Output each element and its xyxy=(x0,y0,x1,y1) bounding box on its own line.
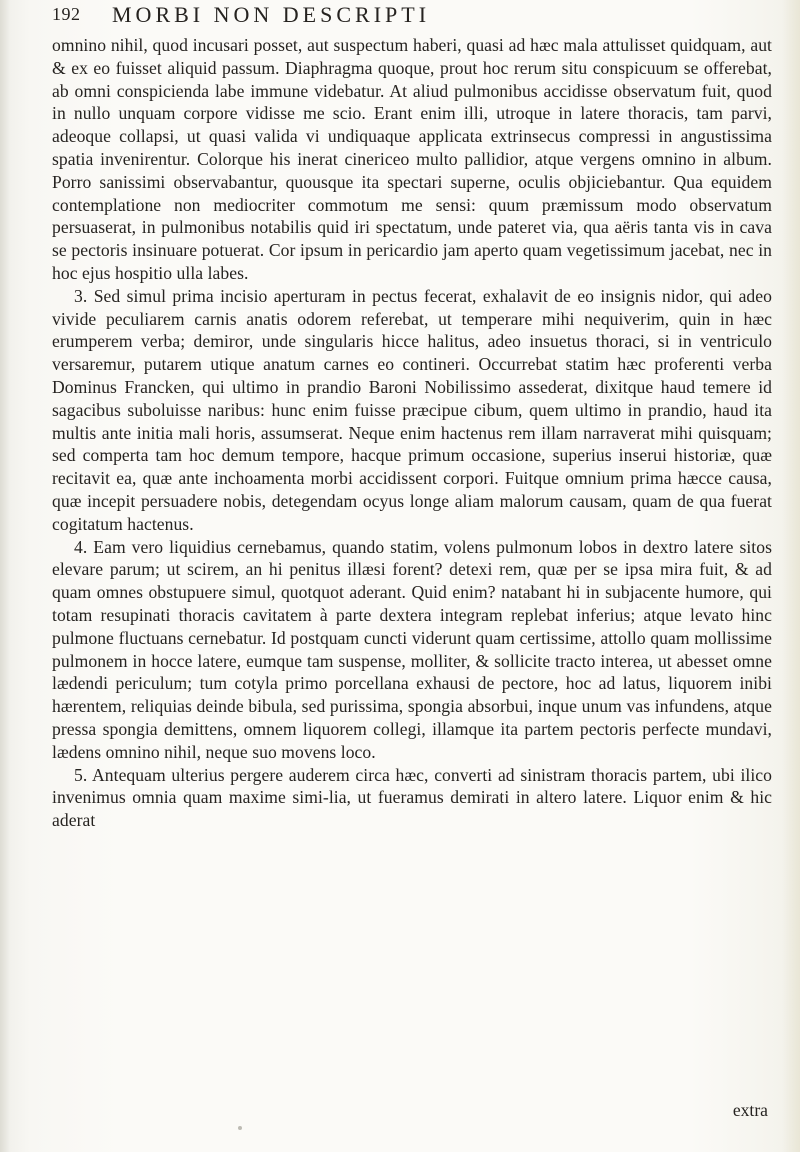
body-text xyxy=(52,34,772,832)
running-head: MORBI NON DESCRIPTI xyxy=(112,2,431,27)
paper-speck xyxy=(238,1126,242,1130)
paragraph-5: 5. Antequam ulterius pergere auderem circa hæc, converti ad sinistram thoracis partem, ubi ilico invenimus omnia quam maxime simi-lia, ut fueramus demirati in altero latere. Liquor enim & hic aderat xyxy=(52,764,772,831)
paragraph-2-continued: omnino nihil, quod incusari posset, aut suspectum haberi, quasi ad hæc mala attulisset quidquam, aut & ex eo fuisset aliquid passum. Diaphragma quoque, prout hoc rerum situ conspicuum se offerebat, ab omni conspicienda labe immune videbatur. At aliud pulmonibus accidisse observatum fuit, quod in nullo unquam corpore vidisse me scio. Erant enim illi, utroque in latere thoracis, tam parvi, adeoque collapsi, ut quasi valida vi undiquaque applicata extrinsecus compressi in angustissima spatia invenirentur. Colorque his inerat cinericeo multo pallidior, atque vergens omnino in album. Porro sanissimi observabantur, quousque ita spectari superne, oculis objiciebantur. Qua equidem contemplatione non mediocriter commotum me sensi: quum præmissum modo observatum persuaserat, in pulmonibus notabilis quid iri spectatum, unde pateret via, qua aëris tanta vis in cava se pectoris insinuare potuerat. Cor ipsum in pericardio jam aperto quam vegetissimum jacebat, nec in hoc ejus hospitio ulla labes. xyxy=(52,35,772,283)
catchword: extra xyxy=(732,1100,768,1120)
paragraph-3: 3. Sed simul prima incisio aperturam in pectus fecerat, exhalavit de eo insignis nidor, qui adeo vivide peculiarem carnis anatis odorem referebat, ut temperare mihi nequiverim, quin in hæc erumperem verba; demiror, unde singularis hicce halitus, adeo insuetus thoraci, si in ventriculo versaremur, putarem utique anatum carnes eo contineri. Occurrebat statim hæc proferenti verba Dominus Francken, qui ultimo in prandio Baroni Nobilissimo assederat, dixitque haud temere id sagacibus suboluisse naribus: hunc enim fuisse præcipue cibum, quem ultimo in prandio, haud ita multis ante initia mali horis, assumserat. Neque enim hactenus rem illam narraverat mihi quisquam; sed comperta tam hoc demum tempore, hacque primum occasione, superius inserui historiæ, quæ recitavit ea, quæ ante inchoamenta morbi accidissent corpori. Fuitque omnium prima hæcce causa, quæ incepit persuadere nobis, detegendam ocyus longe aliam malorum causam, quam de qua fuerat cogitatum hactenus. xyxy=(52,285,772,534)
paragraph-4: 4. Eam vero liquidius cernebamus, quando statim, volens pulmonum lobos in dextro latere sitos elevare parum; ut scirem, an hi penitus illæsi forent? detexi rem, quæ per se ipsa mira fuit, & ad quam omnes obstupuere simul, quotquot aderant. Quid enim? natabant hi in subjacente humore, qui totam resupinati thoracis cavitatem à parte dextera integram replebat inferius; atque levato hinc pulmone fluctuans cernebatur. Id postquam cuncti viderunt quam certissime, attollo quam mollissime pulmonem in hocce latere, eumque tam suspense, molliter, & sollicite tracto interea, ut abesset omne lædendi periculum; tum cotyla primo porcellana exhausi de pectore, hoc ad latus, liquorem inibi hærentem, reliquias deinde bibula, sed purissima, spongia absorbui, inque unum vas infundens, atque pressa spongia demittens, omnem liquorem collegi, illamque ita partem pectoris perfecte mundavi, lædens omnino nihil, neque suo movens loco. xyxy=(52,536,772,762)
page-header xyxy=(52,2,772,36)
page-number: 192 xyxy=(52,4,81,24)
